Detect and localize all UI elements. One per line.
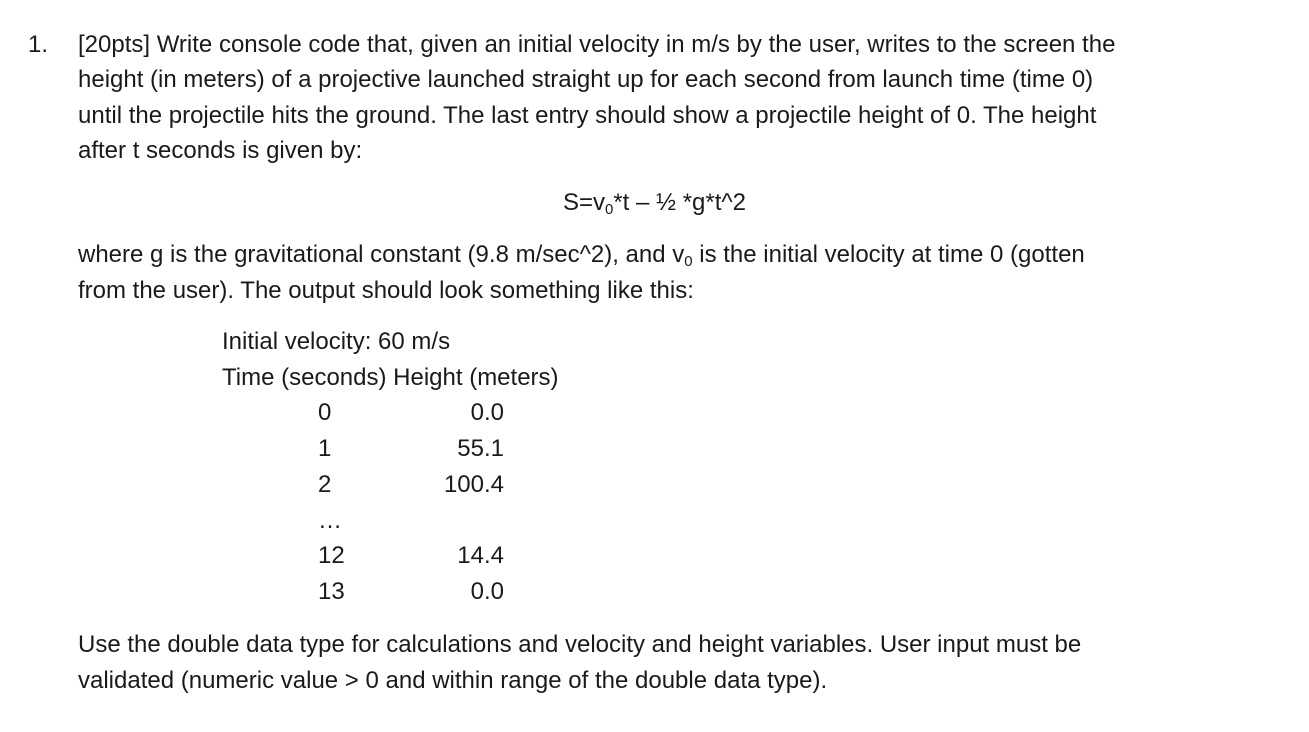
row-height: 55.1 (457, 435, 504, 462)
row-time: 12 (318, 542, 345, 569)
table-row (0, 398, 1309, 428)
explanation-line-2: from the user). The output should look something like this: (78, 277, 694, 304)
question-intro-line-1: [20pts] Write console code that, given an initial velocity in m/s by the user, writes to the screen the (78, 31, 1116, 58)
table-row (0, 541, 1309, 571)
question-number: 1. (28, 31, 49, 58)
row-height: 14.4 (457, 542, 504, 569)
table-row (0, 470, 1309, 500)
formula-left: S=v (562, 189, 605, 216)
row-height: 100.4 (443, 471, 504, 498)
row-height: 0.0 (470, 399, 504, 426)
row-time: 0 (318, 399, 332, 426)
table-row-ellipsis (0, 506, 1309, 536)
question-intro-line-4: after t seconds is given by: (78, 137, 363, 164)
question-intro-line-2: height (in meters) of a projective launched straight up for each second from launch time (time 0) (78, 66, 1094, 93)
explanation-part-b: is the initial velocity at time 0 (gotten (692, 241, 1085, 268)
table-row (0, 577, 1309, 607)
row-time: 13 (318, 578, 345, 605)
closing-line-1: Use the double data type for calculations and velocity and height variables. User input must be (78, 631, 1082, 658)
sample-velocity-line: Initial velocity: 60 m/s (222, 328, 451, 355)
row-height: 0.0 (470, 578, 504, 605)
formula-right: *t – ½ *g*t^2 (613, 189, 747, 216)
closing-line-2: validated (numeric value > 0 and within range of the double data type). (78, 667, 828, 694)
table-row (0, 434, 1309, 464)
sample-table-header: Time (seconds) Height (meters) (222, 364, 559, 391)
explanation-line-1 (78, 240, 1085, 277)
explanation-subscript: 0 (684, 253, 693, 270)
row-time: 1 (318, 435, 332, 462)
row-time: … (318, 507, 342, 534)
question-intro-line-3: until the projectile hits the ground. The last entry should show a projectile height of 0. The height (78, 102, 1097, 129)
row-time: 2 (318, 471, 332, 498)
explanation-part-a: where g is the gravitational constant (9.8 m/sec^2), and v (78, 241, 685, 268)
formula-subscript: 0 (605, 201, 614, 218)
height-formula (0, 188, 1309, 225)
